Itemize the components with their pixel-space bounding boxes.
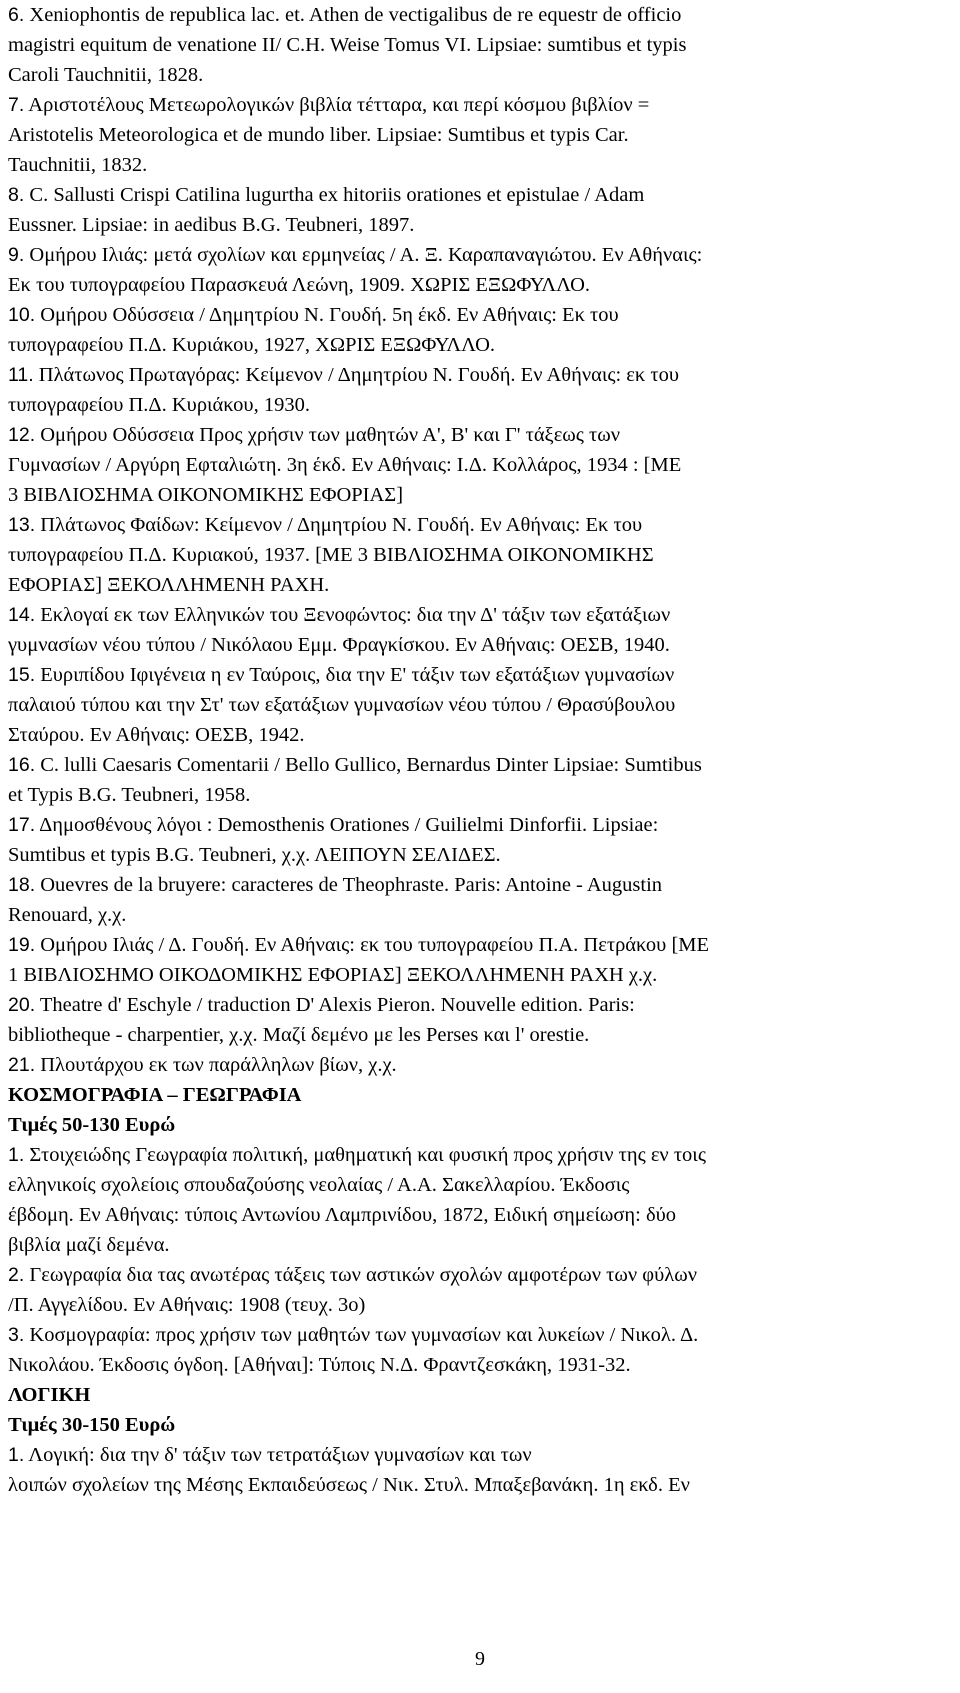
entry-text: Πλουτάρχου εκ των παράλληλων βίων, χ.χ. — [40, 1054, 397, 1076]
entry-text: τυπογραφείου Π.Δ. Κυριακού, 1937. [ΜΕ 3 ΒΙΒΛΙΟΣΗΜΑ ΟΙΚΟΝΟΜΙΚΗΣ — [8, 544, 654, 566]
text-line — [8, 780, 936, 810]
item-number: 6. — [8, 4, 25, 26]
entry-text: τυπογραφείου Π.Δ. Κυριάκου, 1930. — [8, 394, 310, 416]
text-line — [8, 1200, 936, 1230]
entry-text: Caroli Tauchnitii, 1828. — [8, 64, 204, 86]
text-line — [8, 330, 936, 360]
entry-text: Renouard, χ.χ. — [8, 904, 127, 926]
text-line — [8, 30, 936, 60]
section-heading: ΚΟΣΜΟΓΡΑΦΙΑ – ΓΕΩΓΡΑΦΙΑ — [8, 1084, 302, 1106]
document-page — [8, 0, 936, 1500]
text-line — [8, 900, 936, 930]
section-heading: Τιμές 50-130 Ευρώ — [8, 1114, 176, 1136]
entry-text: Στοιχειώδης Γεωγραφία πολιτική, μαθηματική και φυσική προς χρήσιν της εν τοις — [29, 1144, 706, 1166]
text-line — [8, 1290, 936, 1320]
text-line — [8, 360, 936, 390]
item-number: 2. — [8, 1264, 25, 1286]
entry-text: λοιπών σχολείων της Μέσης Εκπαιδεύσεως / Νικ. Στυλ. Μπαξεβανάκη. 1η εκδ. Εν — [8, 1474, 690, 1496]
item-number: 11. — [8, 364, 34, 386]
text-line — [8, 0, 936, 30]
item-number: 1. — [8, 1144, 25, 1166]
entry-text: ΕΦΟΡΙΑΣ] ΞΕΚΟΛΛΗΜΕΝΗ ΡΑΧΗ. — [8, 574, 330, 596]
entry-text: C. Sallusti Crispi Catilina lugurtha ex hitoriis orationes et epistulae / Adam — [29, 184, 645, 206]
entry-text: Δημοσθένους λόγοι : Demosthenis Orationes / Guilielmi Dinforfii. Lipsiae: — [39, 814, 659, 836]
section-heading: Τιμές 30-150 Ευρώ — [8, 1414, 176, 1436]
item-number: 20. — [8, 994, 36, 1016]
entry-text: Εκλογαί εκ των Ελληνικών του Ξενοφώντος: δια την Δ' τάξιν των εξατάξιων — [40, 604, 671, 626]
entry-text: Γυμνασίων / Αργύρη Εφταλιώτη. 3η έκδ. Εν Αθήναις: Ι.Δ. Κολλάρος, 1934 : [ΜΕ — [8, 454, 682, 476]
text-line — [8, 1470, 936, 1500]
item-number: 8. — [8, 184, 25, 206]
entry-text: Xeniophontis de republica lac. et. Athen de vectigalibus de re equestr de officio — [29, 4, 682, 26]
text-line — [8, 840, 936, 870]
entry-text: Σταύρου. Εν Αθήναις: ΟΕΣΒ, 1942. — [8, 724, 305, 746]
entry-text: 1 ΒΙΒΛΙΟΣΗΜΟ ΟΙΚΟΔΟΜΙΚΗΣ ΕΦΟΡΙΑΣ] ΞΕΚΟΛΛΗΜΕΝΗ ΡΑΧΗ χ.χ. — [8, 964, 658, 986]
item-number: 15. — [8, 664, 36, 686]
entry-text: Ouevres de la bruyere: caracteres de Theophraste. Paris: Antoine - Augustin — [40, 874, 663, 896]
text-line — [8, 480, 936, 510]
section-heading: ΛΟΓΙΚΗ — [8, 1384, 91, 1406]
entry-text: Sumtibus et typis B.G. Teubneri, χ.χ. ΛΕΙΠΟΥΝ ΣΕΛΙΔΕΣ. — [8, 844, 501, 866]
item-number: 13. — [8, 514, 36, 536]
entry-text: Γεωγραφία δια τας ανωτέρας τάξεις των αστικών σχολών αμφοτέρων των φύλων — [29, 1264, 697, 1286]
text-line — [8, 930, 936, 960]
text-line — [8, 150, 936, 180]
item-number: 3. — [8, 1324, 25, 1346]
entry-text: Ευριπίδου Ιφιγένεια η εν Ταύροις, δια την Ε' τάξιν των εξατάξιων γυμνασίων — [40, 664, 675, 686]
text-line — [8, 1230, 936, 1260]
text-line — [8, 600, 936, 630]
text-line — [8, 660, 936, 690]
entry-text: bibliotheque - charpentier, χ.χ. Μαζί δεμένο με les Perses και l' orestie. — [8, 1024, 590, 1046]
text-line — [8, 870, 936, 900]
text-line — [8, 390, 936, 420]
entry-text: magistri equitum de venatione II/ C.H. Weise Tomus VI. Lipsiae: sumtibus et typis — [8, 34, 687, 56]
text-line — [8, 960, 936, 990]
entry-text: γυμνασίων νέου τύπου / Νικόλαου Εμμ. Φραγκίσκου. Εν Αθήναις: ΟΕΣΒ, 1940. — [8, 634, 670, 656]
text-line — [8, 1440, 936, 1470]
text-line — [8, 540, 936, 570]
text-line — [8, 690, 936, 720]
item-number: 1. — [8, 1444, 25, 1466]
entry-text: C. lulli Caesaris Comentarii / Bello Gullico, Bernardus Dinter Lipsiae: Sumtibus — [40, 754, 702, 776]
entry-text: Aristotelis Meteorologica et de mundo liber. Lipsiae: Sumtibus et typis Car. — [8, 124, 629, 146]
item-number: 14. — [8, 604, 36, 626]
entry-text: Κοσμογραφία: προς χρήσιν των μαθητών των γυμνασίων και λυκείων / Νικολ. Δ. — [29, 1324, 699, 1346]
text-line — [8, 180, 936, 210]
entry-text: παλαιού τύπου και την Στ' των εξατάξιων γυμνασίων νέου τύπου / Θρασύβουλου — [8, 694, 676, 716]
page-number: 9 — [475, 1648, 485, 1670]
text-line — [8, 240, 936, 270]
text-line — [8, 450, 936, 480]
item-number: 18. — [8, 874, 36, 896]
text-line — [8, 1140, 936, 1170]
entry-text: ελληνικοίς σχολείοις σπουδαζούσης νεολαίας / Α.Α. Σακελλαρίου. Έκδοσις — [8, 1174, 630, 1196]
text-line — [8, 1350, 936, 1380]
item-number: 10. — [8, 304, 36, 326]
text-line — [8, 90, 936, 120]
text-line — [8, 1170, 936, 1200]
item-number: 19. — [8, 934, 36, 956]
text-line — [8, 810, 936, 840]
text-line — [8, 990, 936, 1020]
entry-text: τυπογραφείου Π.Δ. Κυριάκου, 1927, ΧΩΡΙΣ ΕΞΩΦΥΛΛΟ. — [8, 334, 496, 356]
entry-text: Ομήρου Ιλιάς: μετά σχολίων και ερμηνείας / Α. Ξ. Καραπαναγιώτου. Εν Αθήναις: — [29, 244, 703, 266]
text-line — [8, 120, 936, 150]
text-line — [8, 1050, 936, 1080]
entry-text: Tauchnitii, 1832. — [8, 154, 148, 176]
entry-text: Ομήρου Ιλιάς / Δ. Γουδή. Εν Αθήναις: εκ του τυπογραφείου Π.Α. Πετράκου [ΜΕ — [40, 934, 710, 956]
text-line — [8, 510, 936, 540]
text-line — [8, 1320, 936, 1350]
text-line — [8, 630, 936, 660]
entry-text: Theatre d' Eschyle / traduction D' Alexis Pieron. Nouvelle edition. Paris: — [39, 994, 635, 1016]
entry-text: Εκ του τυπογραφείου Παρασκευά Λεώνη, 1909. ΧΩΡΙΣ ΕΞΩΦΥΛΛΟ. — [8, 274, 591, 296]
text-line — [8, 1260, 936, 1290]
document-body — [8, 0, 936, 1500]
entry-text: Ομήρου Οδύσσεια / Δημητρίου Ν. Γουδή. 5η έκδ. Εν Αθήναις: Εκ του — [40, 304, 619, 326]
text-line — [8, 60, 936, 90]
entry-text: έβδομη. Εν Αθήναις: τύποις Αντωνίου Λαμπρινίδου, 1872, Ειδική σημείωση: δύο — [8, 1204, 677, 1226]
text-line — [8, 420, 936, 450]
entry-text: Ομήρου Οδύσσεια Προς χρήσιν των μαθητών Α', Β' και Γ' τάξεως των — [40, 424, 621, 446]
item-number: 21. — [8, 1054, 36, 1076]
text-line — [8, 1020, 936, 1050]
entry-text: βιβλία μαζί δεμένα. — [8, 1234, 170, 1256]
text-line — [8, 720, 936, 750]
text-line — [8, 570, 936, 600]
item-number: 16. — [8, 754, 36, 776]
entry-text: et Typis B.G. Teubneri, 1958. — [8, 784, 251, 806]
text-line — [8, 750, 936, 780]
entry-text: Λογική: δια την δ' τάξιν των τετρατάξιων γυμνασίων και των — [28, 1444, 532, 1466]
text-line — [8, 300, 936, 330]
entry-text: Πλάτωνος Πρωταγόρας: Κείμενον / Δημητρίου Ν. Γουδή. Εν Αθήναις: εκ του — [38, 364, 679, 386]
item-number: 12. — [8, 424, 36, 446]
text-line — [8, 270, 936, 300]
item-number: 7. — [8, 94, 25, 116]
entry-text: 3 ΒΙΒΛΙΟΣΗΜΑ ΟΙΚΟΝΟΜΙΚΗΣ ΕΦΟΡΙΑΣ] — [8, 484, 404, 506]
entry-text: Eussner. Lipsiae: in aedibus B.G. Teubneri, 1897. — [8, 214, 415, 236]
text-line — [8, 210, 936, 240]
item-number: 17. — [8, 814, 36, 836]
item-number: 9. — [8, 244, 25, 266]
entry-text: Αριστοτέλους Μετεωρολογικών βιβλία τέτταρα, και περί κόσμου βιβλίον = — [28, 94, 650, 116]
entry-text: /Π. Αγγελίδου. Εν Αθήναις: 1908 (τευχ. 3ο) — [8, 1294, 366, 1316]
entry-text: Πλάτωνος Φαίδων: Κείμενον / Δημητρίου Ν. Γουδή. Εν Αθήναις: Εκ του — [40, 514, 643, 536]
entry-text: Νικολάου. Έκδοσις όγδοη. [Αθήναι]: Τύποις Ν.Δ. Φραντζεσκάκη, 1931-32. — [8, 1354, 631, 1376]
